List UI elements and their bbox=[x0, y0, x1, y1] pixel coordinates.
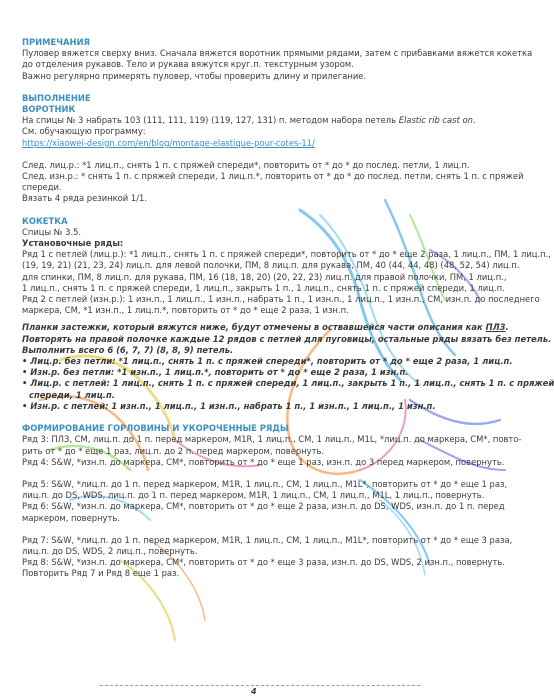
notes-line: Важно регулярно примерять пуловер, чтобы проверить длину и прилегание. bbox=[22, 70, 367, 81]
rs-row-instruction: След. лиц.р.: *1 лиц.п., снять 1 п. с пряжей спереди*, повторить от * до * до послед. петли, 1 лиц.п. bbox=[22, 159, 470, 170]
page-number: 4 bbox=[251, 687, 257, 696]
neckline-row-line: Ряд 5: S&W, *лиц.п. до 1 п. перед маркером, M1R, 1 лиц.п., СМ, 1 лиц.п., M1L*, повторить от * до * еще 1 раз, bbox=[22, 478, 508, 489]
neckline-heading: ФОРМИРОВАНИЕ ГОРЛОВИНЫ И УКОРОЧЕННЫЕ РЯДЫ bbox=[22, 423, 289, 434]
neckline-row-line: рить от * до * еще 1 раз, лиц.п. до 2 п. перед маркером, повернуть. bbox=[22, 445, 325, 456]
yoke-row-line: маркера, СМ, *1 изн.п., 1 лиц.п.*, повторить от * до * еще 2 раза, 1 изн.п. bbox=[22, 305, 349, 316]
execution-heading: ВЫПОЛНЕНИЕ bbox=[22, 92, 91, 103]
neckline-row-line: маркером, повернуть. bbox=[22, 512, 120, 523]
ws-row-instruction-cont: спереди. bbox=[22, 182, 62, 193]
placket-note: Планки застежки, который вяжутся ниже, будут отмечены в оствавшейся части описания как ПЛЗ. bbox=[22, 322, 509, 333]
bullet-item: • Изн.р. с петлей: 1 изн.п., 1 лиц.п., 1 изн.п., набрать 1 п., 1 изн.п., 1 лиц.п., 1 изн.п. bbox=[22, 400, 436, 411]
notes-line: до отделения рукавов. Тело и рукава вяжутся круг.п. текстурным узором. bbox=[22, 59, 354, 70]
collar-heading: ВОРОТНИК bbox=[22, 104, 76, 115]
collar-tutorial-label: См. обучающую программу: bbox=[22, 126, 146, 137]
neckline-row-line: Ряд 3: ПЛЗ, СМ, лиц.п. до 1 п. перед маркером, M1R, 1 лиц.п., СМ, 1 лиц.п., M1L, *лиц.п. до маркера, СМ*, повто- bbox=[22, 434, 522, 445]
neckline-row-line: Ряд 8: S&W, *изн.п. до маркера, СМ*, повторить от * до * еще 3 раза, изн.п. до DS, WDS, 2 изн.п., повернуть. bbox=[22, 557, 505, 568]
yoke-row-line: (19, 19, 21) (21, 23, 24) лиц.п. для левой полочки, ПМ, 8 лиц.п. для рукава, ПМ, 40 (44, 44, 48) (48, 52, 54) лиц.п. bbox=[22, 260, 520, 271]
bullet-item: • Лиц.р. с петлей: 1 лиц.п., снять 1 п. с пряжей спереди, 1 лиц.п., закрыть 1 п., 1 лиц.п., снять 1 п. с пряжей bbox=[22, 378, 554, 389]
tutorial-link[interactable]: https://xiaowei-design.com/en/blog/montage-elastique-pour-cotes-11/ bbox=[22, 137, 315, 148]
yoke-needles: Спицы № 3.5. bbox=[22, 226, 82, 237]
yoke-row-line: Ряд 1 с петлей (лиц.р.): *1 лиц.п., снять 1 п. с пряжей спереди*, повторить от * до * еще 2 раза, 1 лиц.п., ПМ, 1 лиц.п., bbox=[22, 249, 551, 260]
setup-rows-heading: Установочные ряды: bbox=[22, 238, 124, 249]
notes-heading: ПРИМЕЧАНИЯ bbox=[22, 37, 90, 47]
bullet-item-cont: спереди, 1 лиц.п. bbox=[29, 389, 115, 400]
bullet-item: • Лиц.р. без петли: *1 лиц.п., снять 1 п. с пряжей спереди*, повторить от * до * еще 2 раза, 1 лиц.п. bbox=[22, 356, 513, 367]
bullet-item: • Изн.р. без петли: *1 изн.п., 1 лиц.п.*, повторить от * до * еще 2 раза, 1 изн.п. bbox=[22, 367, 409, 378]
neckline-row-line: Ряд 4: S&W, *изн.п. до маркера, СМ*, повторить от * до * еще 1 раз, изн.п. до 3 перед маркером, повернуть. bbox=[22, 456, 505, 467]
rib-instruction: Вязать 4 ряда резинкой 1/1. bbox=[22, 193, 148, 204]
yoke-row-line: Ряд 2 с петлей (изн.р.): 1 изн.п., 1 лиц.п., 1 изн.п., набрать 1 п., 1 изн.п., 1 лиц.п., 1 изн.п., СМ, изн.п. до последнего bbox=[22, 294, 540, 305]
neckline-row-line: Повторить Ряд 7 и Ряд 8 еще 1 раз. bbox=[22, 568, 180, 579]
neckline-row-line: Ряд 6: S&W, *изн.п. до маркера, СМ*, повторить от * до * еще 2 раза, изн.п. до DS, WDS, изн.п. до 1 п. перед bbox=[22, 501, 505, 512]
yoke-row-line: для спинки, ПМ, 8 лиц.п. для рукава, ПМ, 16 (18, 18, 20) (20, 22, 23) лиц.п. для правой полочки, ПМ, 1 лиц.п., bbox=[22, 271, 507, 282]
placket-note: Повторять на правой полочке каждые 12 рядов с петлей для пуговицы, остальные ряды вязать без петель. bbox=[22, 333, 552, 344]
document-body bbox=[22, 37, 554, 580]
neckline-row-line: лиц.п. до DS, WDS, 2 лиц.п., повернуть. bbox=[22, 545, 198, 556]
yoke-row-line: 1 лиц.п., снять 1 п. с пряжей спереди, 1 лиц.п., закрыть 1 п., 1 лиц.п., снять 1 п. с пряжей спереди, 1 лиц.п. bbox=[22, 282, 505, 293]
collar-cast-on-line: На спицы № 3 набрать 103 (111, 111, 119) (119, 127, 131) п. методом набора петель Elastic rib cast on. bbox=[22, 115, 476, 126]
placket-note: Выполнить всего 6 (6, 7, 7) (8, 8, 9) петель. bbox=[22, 344, 234, 355]
neckline-row-line: лиц.п. до DS, WDS, лиц.п. до 1 п. перед маркером, M1R, 1 лиц.п., СМ, 1 лиц.п., M1L, 1 лиц.п., повернуть. bbox=[22, 490, 485, 501]
notes-line: Пуловер вяжется сверху вниз. Сначала вяжется воротник прямыми рядами, затем с прибавками вяжется кокетка bbox=[22, 48, 533, 59]
yoke-heading: КОКЕТКА bbox=[22, 215, 68, 226]
neckline-row-line: Ряд 7: S&W, *лиц.п. до 1 п. перед маркером, M1R, 1 лиц.п., СМ, 1 лиц.п., M1L*, повторить от * до * еще 3 раза, bbox=[22, 534, 513, 545]
footer-divider bbox=[100, 685, 420, 686]
ws-row-instruction: След. изн.р.: * снять 1 п. с пряжей спереди, 1 лиц.п.*, повторить от * до * до послед. петли, снять 1 п. с пряжей bbox=[22, 171, 524, 182]
